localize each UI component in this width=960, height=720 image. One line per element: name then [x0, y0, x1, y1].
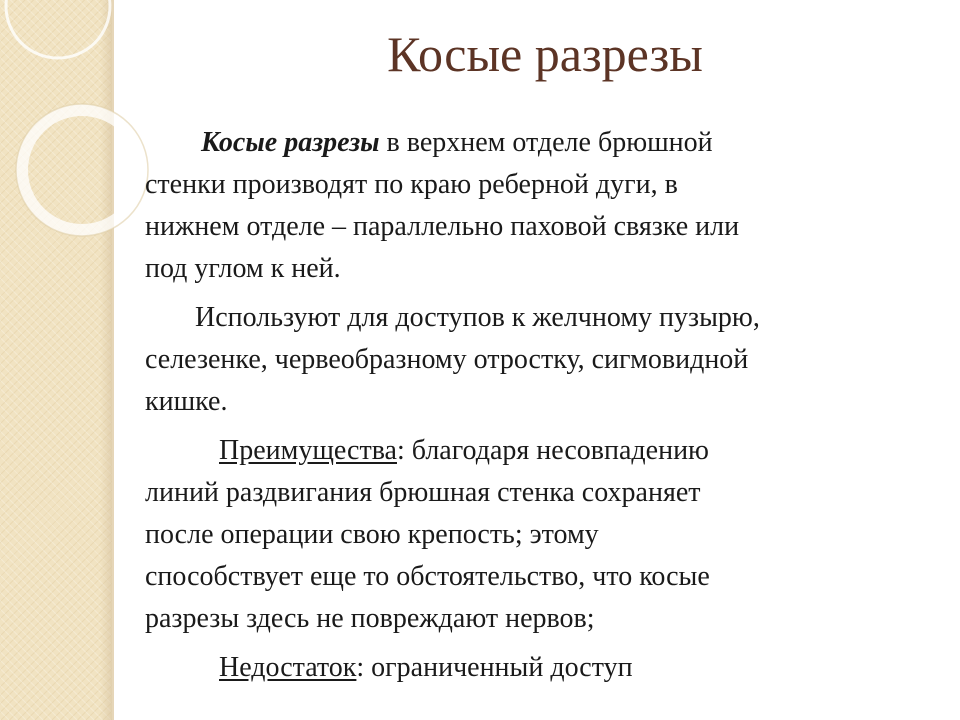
- paragraph-disadvantage: [145, 647, 945, 689]
- paragraph1-line1: в верхнем отделе брюшной: [379, 127, 713, 158]
- paragraph3-line1: : благодаря несовпадению: [396, 435, 709, 466]
- paragraph3-line4: способствует еще то обстоятельство, что косые: [145, 561, 710, 592]
- decorative-circle-inner: [16, 104, 148, 236]
- paragraph-oblique-incisions: [145, 122, 945, 290]
- paragraph3-line3: после операции свою крепость; этому: [145, 519, 599, 550]
- paragraph4-line1: : ограниченный доступ: [356, 652, 633, 683]
- paragraph1-line3: нижнем отделе – параллельно паховой связке или: [145, 211, 740, 242]
- paragraph1-line2: стенки производят по краю реберной дуги, в: [145, 169, 678, 200]
- paragraph3-line5: разрезы здесь не повреждают нервов;: [145, 603, 595, 634]
- term-disadvantage: Недостаток: [219, 652, 357, 683]
- paragraph3-line2: линий раздвигания брюшная стенка сохраняет: [145, 477, 701, 508]
- paragraph2-line1: Используют для доступов к желчному пузырю,: [195, 302, 760, 333]
- decorative-circle-top: [6, 0, 110, 58]
- slide-body: [145, 122, 945, 696]
- paragraph-advantages: [145, 430, 945, 640]
- paragraph2-line3: кишке.: [145, 386, 228, 417]
- paragraph2-line2: селезенке, червеобразному отростку, сигмовидной: [145, 344, 749, 375]
- term-advantages: Преимущества: [219, 435, 397, 466]
- decorative-circle-middle: [22, 110, 142, 230]
- term-oblique-incisions: Косые разрезы: [201, 127, 380, 158]
- paragraph-usage: [145, 297, 945, 423]
- decorative-circles-icon: [0, 0, 160, 260]
- slide-title: Косые разрезы: [387, 26, 703, 82]
- paragraph1-line4: под углом к ней.: [145, 253, 341, 284]
